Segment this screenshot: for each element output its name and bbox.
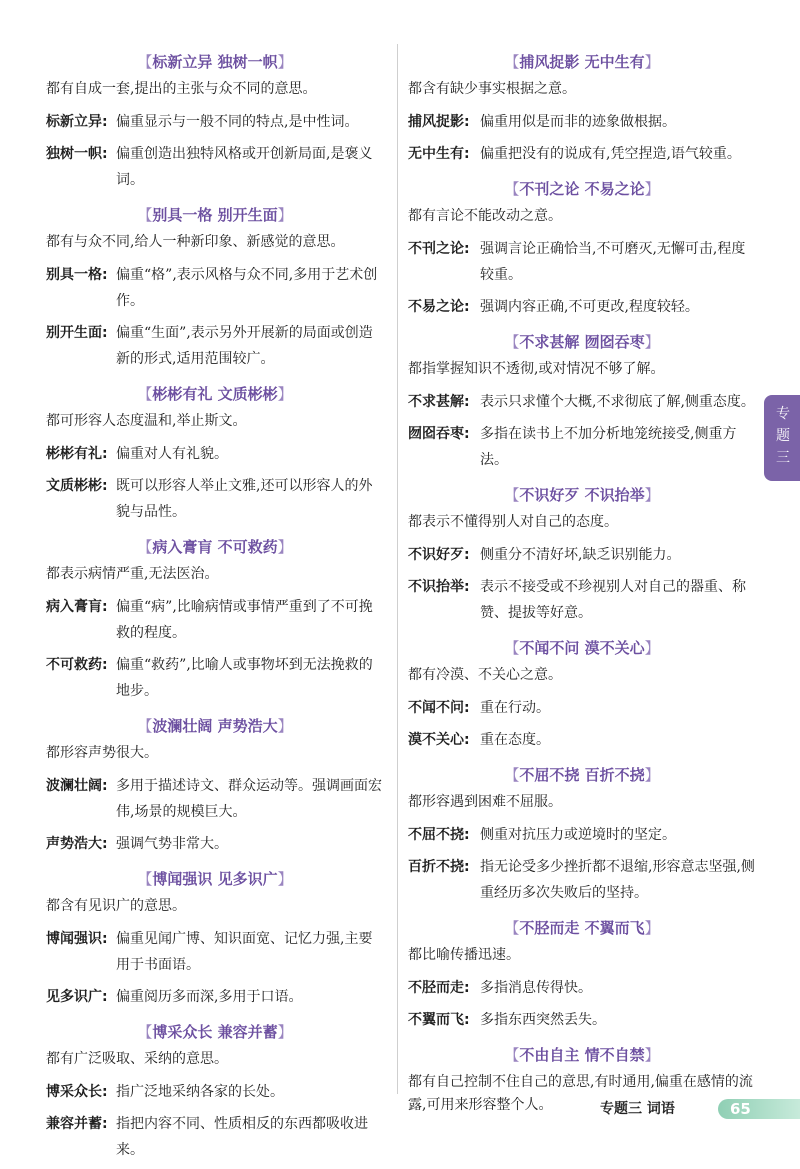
term-label: 声势浩大: (46, 836, 108, 852)
term-entry (408, 975, 756, 1001)
term-entry (408, 854, 756, 906)
section-heading-text: 波澜壮阔 声势浩大 (152, 717, 278, 735)
section-heading-text: 不识好歹 不识抬举 (519, 486, 645, 504)
section-summary: 都含有缺少事实根据之意。 (408, 81, 576, 97)
term-definition: 重在行动。 (480, 700, 550, 716)
bracket-left: 【 (137, 206, 153, 224)
bracket-left: 【 (137, 870, 153, 888)
bracket-right: 】 (644, 639, 660, 657)
term-entry (408, 389, 756, 415)
section-summary: 都有言论不能改动之意。 (408, 208, 562, 224)
term-definition: 强调气势非常大。 (116, 836, 228, 852)
section-heading-text: 捕风捉影 无中生有 (519, 53, 645, 71)
section-heading (408, 1039, 756, 1071)
bracket-left: 【 (137, 385, 153, 403)
section-heading (408, 759, 756, 791)
term-label: 不识抬举: (408, 579, 470, 595)
right-column (408, 46, 756, 1125)
bracket-left: 【 (504, 919, 520, 937)
term-entry (46, 984, 384, 1010)
section-heading-text: 不刊之论 不易之论 (519, 180, 645, 198)
term-definition: 偏重见闻广博、知识面宽、记忆力强,主要用于书面语。 (116, 931, 373, 973)
term-entry (46, 109, 384, 135)
bracket-right: 】 (277, 385, 293, 403)
bracket-right: 】 (277, 206, 293, 224)
bracket-left: 【 (504, 766, 520, 784)
section-heading (408, 912, 756, 944)
term-label: 不可救药: (46, 657, 108, 673)
section-heading (46, 199, 384, 231)
bracket-left: 【 (504, 639, 520, 657)
section-heading (46, 378, 384, 410)
term-label: 漠不关心: (408, 732, 470, 748)
term-entry (46, 831, 384, 857)
section-heading-text: 博采众长 兼容并蓄 (152, 1023, 278, 1041)
section-heading-text: 不胫而走 不翼而飞 (519, 919, 645, 937)
term-entry (408, 421, 756, 473)
chapter-side-tab-label: 专题三 (776, 406, 790, 466)
term-label: 不翼而飞: (408, 1012, 470, 1028)
term-definition: 多用于描述诗文、群众运动等。强调画面宏伟,场景的规模巨大。 (116, 778, 382, 820)
term-definition: 指广泛地采纳各家的长处。 (116, 1084, 284, 1100)
term-definition: 偏重“病”,比喻病情或事情严重到了不可挽救的程度。 (116, 599, 373, 641)
term-entry (46, 773, 384, 825)
term-label: 博闻强识: (46, 931, 108, 947)
bracket-left: 【 (504, 53, 520, 71)
term-label: 不屈不挠: (408, 827, 470, 843)
section-summary: 都形容声势很大。 (46, 745, 158, 761)
section-heading (408, 326, 756, 358)
term-label: 捕风捉影: (408, 114, 470, 130)
bracket-right: 】 (644, 919, 660, 937)
bracket-right: 】 (277, 538, 293, 556)
term-definition: 强调言论正确恰当,不可磨灭,无懈可击,程度较重。 (480, 241, 746, 283)
section-summary: 都比喻传播迅速。 (408, 947, 520, 963)
section-summary: 都有广泛吸取、采纳的意思。 (46, 1051, 228, 1067)
term-label: 标新立异: (46, 114, 108, 130)
section-heading-text: 别具一格 别开生面 (152, 206, 278, 224)
left-column (46, 46, 384, 1169)
term-label: 无中生有: (408, 146, 470, 162)
term-entry (408, 574, 756, 626)
section-heading-text: 彬彬有礼 文质彬彬 (152, 385, 278, 403)
term-entry (46, 1079, 384, 1105)
term-entry (46, 652, 384, 704)
term-label: 不胫而走: (408, 980, 470, 996)
term-definition: 偏重对人有礼貌。 (116, 446, 228, 462)
term-entry (46, 441, 384, 467)
term-label: 百折不挠: (408, 859, 470, 875)
section-summary: 都形容遇到困难不屈服。 (408, 794, 562, 810)
section-heading (46, 531, 384, 563)
section-heading (46, 863, 384, 895)
term-definition: 偏重显示与一般不同的特点,是中性词。 (116, 114, 359, 130)
bracket-right: 】 (644, 766, 660, 784)
bracket-left: 【 (137, 1023, 153, 1041)
section-heading-text: 不由自主 情不自禁 (519, 1046, 645, 1064)
chapter-side-tab (764, 395, 800, 481)
term-entry (46, 594, 384, 646)
term-label: 独树一帜: (46, 146, 108, 162)
section-summary: 都表示不懂得别人对自己的态度。 (408, 514, 618, 530)
section-heading (46, 1016, 384, 1048)
section-heading (408, 46, 756, 78)
term-definition: 偏重“救药”,比喻人或事物坏到无法挽救的地步。 (116, 657, 373, 699)
bracket-right: 】 (277, 870, 293, 888)
term-definition: 表示不接受或不珍视别人对自己的器重、称赞、提拔等好意。 (480, 579, 746, 621)
term-label: 彬彬有礼: (46, 446, 108, 462)
term-definition: 偏重把没有的说成有,凭空捏造,语气较重。 (480, 146, 741, 162)
section-summary: 都有自己控制不住自己的意思,有时通用,偏重在感情的流露,可用来形容整个人。 (408, 1074, 753, 1113)
term-definition: 强调内容正确,不可更改,程度较轻。 (480, 299, 699, 315)
term-label: 病入膏肓: (46, 599, 108, 615)
section-heading-text: 不求甚解 囫囵吞枣 (519, 333, 645, 351)
term-entry (46, 262, 384, 314)
term-entry (408, 236, 756, 288)
term-definition: 多指消息传得快。 (480, 980, 592, 996)
term-entry (408, 1007, 756, 1033)
term-definition: 指把内容不同、性质相反的东西都吸收进来。 (116, 1116, 368, 1158)
term-label: 不闻不问: (408, 700, 470, 716)
bracket-right: 】 (277, 53, 293, 71)
bracket-right: 】 (644, 486, 660, 504)
bracket-left: 【 (504, 180, 520, 198)
term-entry (408, 294, 756, 320)
term-definition: 偏重阅历多而深,多用于口语。 (116, 989, 303, 1005)
term-label: 见多识广: (46, 989, 108, 1005)
column-divider (397, 44, 398, 1094)
term-entry (408, 141, 756, 167)
term-label: 囫囵吞枣: (408, 426, 470, 442)
term-label: 博采众长: (46, 1084, 108, 1100)
term-definition: 多指在读书上不加分析地笼统接受,侧重方法。 (480, 426, 737, 468)
bracket-right: 】 (277, 717, 293, 735)
term-label: 文质彬彬: (46, 478, 108, 494)
term-definition: 既可以形容人举止文雅,还可以形容人的外貌与品性。 (116, 478, 373, 520)
bracket-left: 【 (504, 486, 520, 504)
term-definition: 偏重“生面”,表示另外开展新的局面或创造新的形式,适用范围较广。 (116, 325, 373, 367)
term-definition: 侧重对抗压力或逆境时的坚定。 (480, 827, 676, 843)
term-entry (46, 1111, 384, 1163)
section-heading (46, 46, 384, 78)
bracket-right: 】 (644, 333, 660, 351)
term-label: 波澜壮阔: (46, 778, 108, 794)
term-label: 别开生面: (46, 325, 108, 341)
term-definition: 多指东西突然丢失。 (480, 1012, 606, 1028)
section-heading-text: 不闻不问 漠不关心 (519, 639, 645, 657)
term-definition: 表示只求懂个大概,不求彻底了解,侧重态度。 (480, 394, 755, 410)
page-number: 65 (718, 1099, 800, 1119)
term-label: 不易之论: (408, 299, 470, 315)
bracket-right: 】 (644, 180, 660, 198)
term-entry (46, 926, 384, 978)
term-definition: 偏重创造出独特风格或开创新局面,是褒义词。 (116, 146, 373, 188)
term-definition: 指无论受多少挫折都不退缩,形容意志坚强,侧重经历多次失败后的坚持。 (480, 859, 755, 901)
term-label: 兼容并蓄: (46, 1116, 108, 1132)
bracket-right: 】 (277, 1023, 293, 1041)
term-entry (46, 320, 384, 372)
section-summary: 都表示病情严重,无法医治。 (46, 566, 219, 582)
term-definition: 侧重分不清好坏,缺乏识别能力。 (480, 547, 681, 563)
section-heading (408, 173, 756, 205)
bracket-left: 【 (137, 717, 153, 735)
bracket-left: 【 (504, 333, 520, 351)
term-entry (46, 473, 384, 525)
section-heading (46, 710, 384, 742)
term-label: 不识好歹: (408, 547, 470, 563)
section-heading-text: 标新立异 独树一帜 (152, 53, 278, 71)
term-label: 不刊之论: (408, 241, 470, 257)
section-summary: 都含有见识广的意思。 (46, 898, 186, 914)
term-label: 不求甚解: (408, 394, 470, 410)
term-label: 别具一格: (46, 267, 108, 283)
section-summary: 都可形容人态度温和,举止斯文。 (46, 413, 247, 429)
term-definition: 偏重“格”,表示风格与众不同,多用于艺术创作。 (116, 267, 378, 309)
term-entry (408, 822, 756, 848)
bracket-right: 】 (644, 53, 660, 71)
bracket-left: 【 (137, 538, 153, 556)
section-summary: 都有与众不同,给人一种新印象、新感觉的意思。 (46, 234, 345, 250)
term-entry (408, 695, 756, 721)
section-summary: 都有自成一套,提出的主张与众不同的意思。 (46, 81, 317, 97)
term-entry (408, 727, 756, 753)
section-heading (408, 479, 756, 511)
bracket-right: 】 (644, 1046, 660, 1064)
section-summary: 都指掌握知识不透彻,或对情况不够了解。 (408, 361, 665, 377)
term-entry (408, 109, 756, 135)
term-entry (46, 141, 384, 193)
section-heading-text: 博闻强识 见多识广 (152, 870, 278, 888)
section-summary: 都有冷漠、不关心之意。 (408, 667, 562, 683)
term-definition: 偏重用似是而非的迹象做根据。 (480, 114, 676, 130)
term-entry (408, 542, 756, 568)
section-heading (408, 632, 756, 664)
bracket-left: 【 (137, 53, 153, 71)
footer-chapter-label: 专题三 词语 (600, 1101, 675, 1117)
bracket-left: 【 (504, 1046, 520, 1064)
section-heading-text: 病入膏肓 不可救药 (152, 538, 278, 556)
section-heading-text: 不屈不挠 百折不挠 (519, 766, 645, 784)
term-definition: 重在态度。 (480, 732, 550, 748)
